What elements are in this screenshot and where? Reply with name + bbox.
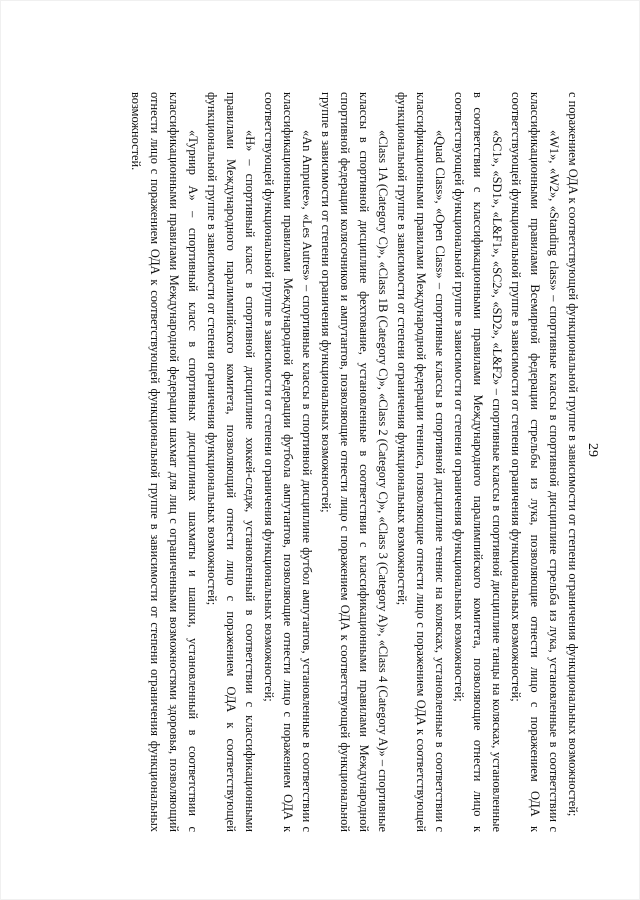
- paragraph-sledge-hockey-class: «H» – спортивный класс в спортивной дисциплине хоккей-следж, установленный в соответствии с классификационными правилами Международного паралимпийского комитета, позволяющий отнести лицо с поражением ОДА к соответствующей функциональной группе в зависимости от степени ограничения функциональных возможностей;: [205, 92, 257, 832]
- paragraph-continuation: с поражением ОДА к соответствующей функциональной группе в зависимости от степени ограничения функциональных возможностей;: [566, 92, 580, 817]
- document-body: [126, 92, 582, 832]
- paragraph-wheelchair-dance-classes: «SC1», «SD1», «L&F1», «SC2», «SD2», «L&F2» – спортивные классы в спортивной дисциплине танцы на колясках, установленные в соответствии с классификационными правилами Международного паралимпийского комитета, позволяющие отнести лицо к соответствующей функциональной группе в зависимости от степени ограничения функциональных возможностей;: [452, 92, 504, 832]
- paragraph-fencing-classes: «Class 1A (Category C)», «Class 1B (Category C)», «Class 2 (Category C)», «Class 3 (Category A)», «Class 4 (Category A)» – спортивные классы в спортивной дисциплине фехтование, установленные в соответствии с классификационными правилами Международной спортивной федерации колясочников и ампутантов, позволяющие отнести лицо с поражением ОДА к соответствующей функциональной группе в зависимости от степени ограничения функциональных возможностей;: [319, 92, 390, 832]
- paragraph-wheelchair-tennis-classes: «Quad Class», «Open Class» – спортивные классы в спортивной дисциплине теннис на колясках, установленные в соответствии с классификационными правилами Международной федерации тенниса, позволяющие отнести лицо с поражением ОДА к соответствующей функциональной группе в зависимости от степени ограничения функциональных возможностей;: [395, 92, 447, 832]
- paragraph-chess-checkers-class: «Турнир А» – спортивный класс в спортивных дисциплинах шахматы и шашки, установленный в соответствии с классификационными правилами Международной федерации шахмат для лиц с ограниченными возможностями здоровья, позволяющий отнести лицо с поражением ОДА к соответствующей функциональной группе в зависимости от степени ограничения функциональных возможностей.: [129, 92, 200, 832]
- page-number: 29: [585, 443, 600, 457]
- paragraph-archery-classes: «W1», «W2», «Standing class» – спортивные классы в спортивной дисциплине стрельба из лука, установленные в соответствии с классификационными правилами Всемирной федерации стрельбы из лука, позволяющие отнести лицо с поражением ОДА к соответствующей функциональной группе в зависимости от степени ограничения функциональных возможностей;: [509, 92, 561, 832]
- paragraph-amputee-football-classes: «An Amputee», «Les Autres» – спортивные классы в спортивной дисциплине футбол ампутантов, установленные в соответствии с классификационными правилами Международной федерации футбола ампутантов, позволяющие отнести лицо с поражением ОДА к соответствующей функциональной группе в зависимости от степени ограничения функциональных возможностей;: [262, 92, 314, 832]
